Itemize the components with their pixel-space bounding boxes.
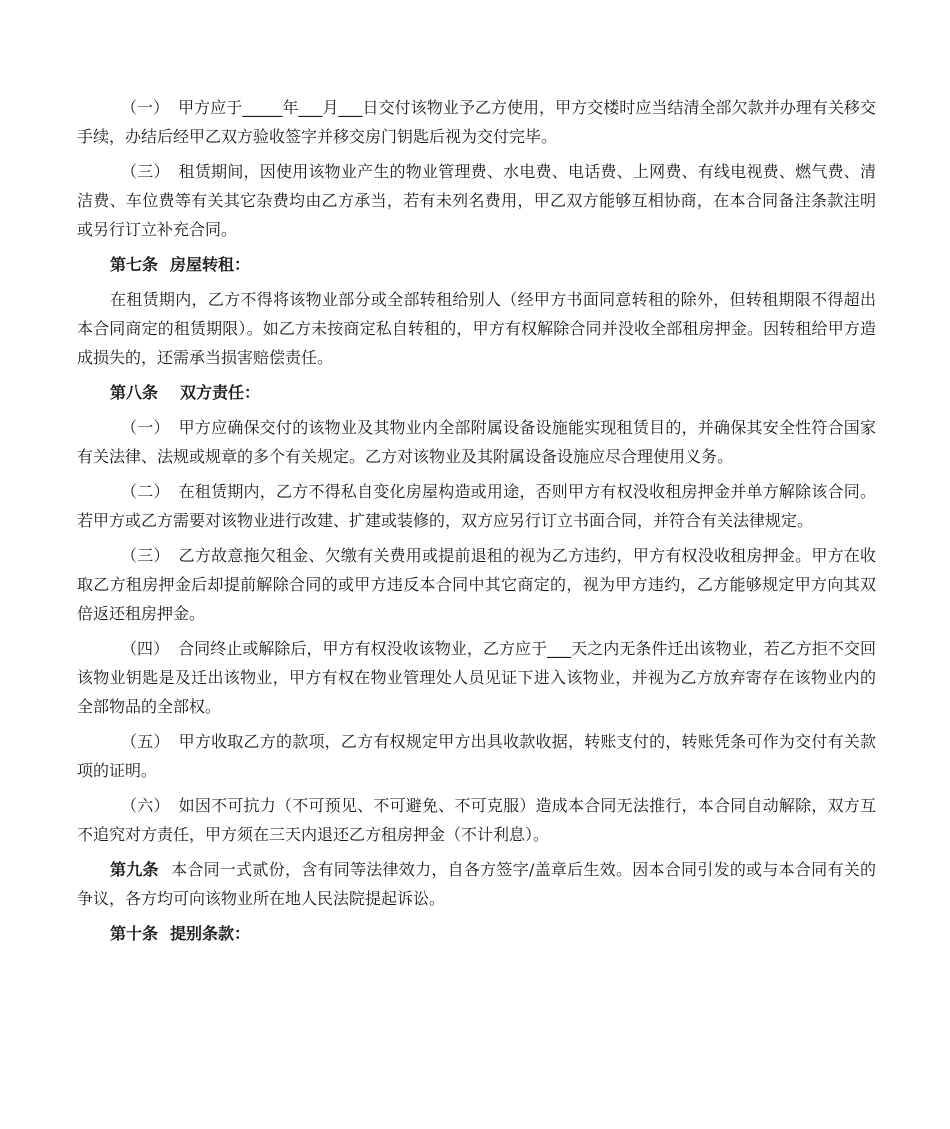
- clause-text: 合同终止或解除后，甲方有权没收该物业，乙方应于___天之内无条件迁出该物业，若乙方拒不交回该物业钥匙是及迁出该物业，甲方有权在物业管理处人员见证下进入该物业，并视为乙方放弃寄存在该物业内的全部物品的全部权。: [77, 639, 876, 716]
- clause-paragraph: [77, 541, 876, 628]
- clause-paragraph: [77, 93, 876, 151]
- clause-paragraph: [77, 791, 876, 849]
- clause-paragraph: [77, 477, 876, 535]
- clause-number: （一）: [121, 98, 170, 117]
- clause-text: 甲方应确保交付的该物业及其物业内全部附属设备设施能实现租赁目的，并确保其安全性符合国家有关法律、法规或规章的多个有关规定。乙方对该物业及其附属设备设施应尽合理使用义务。: [77, 418, 876, 466]
- article-title: 双方责任：: [180, 383, 261, 402]
- clause-number: （一）: [121, 418, 170, 437]
- clause-text: 在租赁期内，乙方不得私自变化房屋构造或用途，否则甲方有权没收租房押金并单方解除该合同。若甲方或乙方需要对该物业进行改建、扩建或装修的，双方应另行订立书面合同，并符合有关法律规定。: [77, 482, 876, 530]
- clause-paragraph: [77, 634, 876, 721]
- clause-paragraph: [77, 157, 876, 244]
- article-heading: [77, 250, 876, 279]
- clause-paragraph: [77, 413, 876, 471]
- clause-number: （五）: [121, 732, 170, 751]
- clause-text: 租赁期间，因使用该物业产生的物业管理费、水电费、电话费、上网费、有线电视费、燃气费、清洁费、车位费等有关其它杂费均由乙方承当，若有未列名费用，甲乙双方能够互相协商，在本合同备注条款注明或另行订立补充合同。: [77, 162, 876, 239]
- article-number: 第八条: [110, 383, 159, 402]
- clause-paragraph: [77, 727, 876, 785]
- article-number: 第七条: [110, 255, 159, 274]
- clause-text: 甲方应于_____年___月___日交付该物业予乙方使用，甲方交楼时应当结清全部欠款并办理有关移交手续，办结后经甲乙双方验收签字并移交房门钥匙后视为交付完毕。: [77, 98, 876, 146]
- article-title: 房屋转租：: [170, 255, 251, 274]
- clause-text: 如因不可抗力（不可预见、不可避免、不可克服）造成本合同无法推行，本合同自动解除，双方互不追究对方责任，甲方须在三天内退还乙方租房押金（不计利息）。: [77, 796, 876, 844]
- clause-number: （四）: [121, 639, 170, 658]
- clause-number: （六）: [121, 796, 170, 815]
- clause-text: 乙方故意拖欠租金、欠缴有关费用或提前退租的视为乙方违约，甲方有权没收租房押金。甲方在收取乙方租房押金后却提前解除合同的或甲方违反本合同中其它商定的，视为甲方违约，乙方能够规定甲方向其双倍返还租房押金。: [77, 546, 876, 623]
- article-number: 第十条: [110, 924, 159, 943]
- clause-paragraph: [77, 855, 876, 913]
- article-title: 提别条款：: [170, 924, 251, 943]
- clause-number: （三）: [121, 162, 170, 181]
- article-heading: [77, 919, 876, 948]
- clause-text: 本合同一式贰份，含有同等法律效力，自各方签字/盖章后生效。因本合同引发的或与本合同有关的争议，各方均可向该物业所在地人民法院提起诉讼。: [77, 860, 876, 908]
- clause-text: 在租赁期内，乙方不得将该物业部分或全部转租给别人（经甲方书面同意转租的除外，但转租期限不得超出本合同商定的租赁期限）。如乙方未按商定私自转租的，甲方有权解除合同并没收全部租房押金。因转租给甲方造成损失的，还需承当损害赔偿责任。: [77, 290, 876, 367]
- clause-text: 甲方收取乙方的款项，乙方有权规定甲方出具收款收据，转账支付的，转账凭条可作为交付有关款项的证明。: [77, 732, 876, 780]
- clause-number: （三）: [121, 546, 170, 565]
- article-heading: [77, 378, 876, 407]
- clause-paragraph: [77, 285, 876, 372]
- article-number: 第九条: [110, 860, 159, 879]
- clause-number: （二）: [121, 482, 170, 501]
